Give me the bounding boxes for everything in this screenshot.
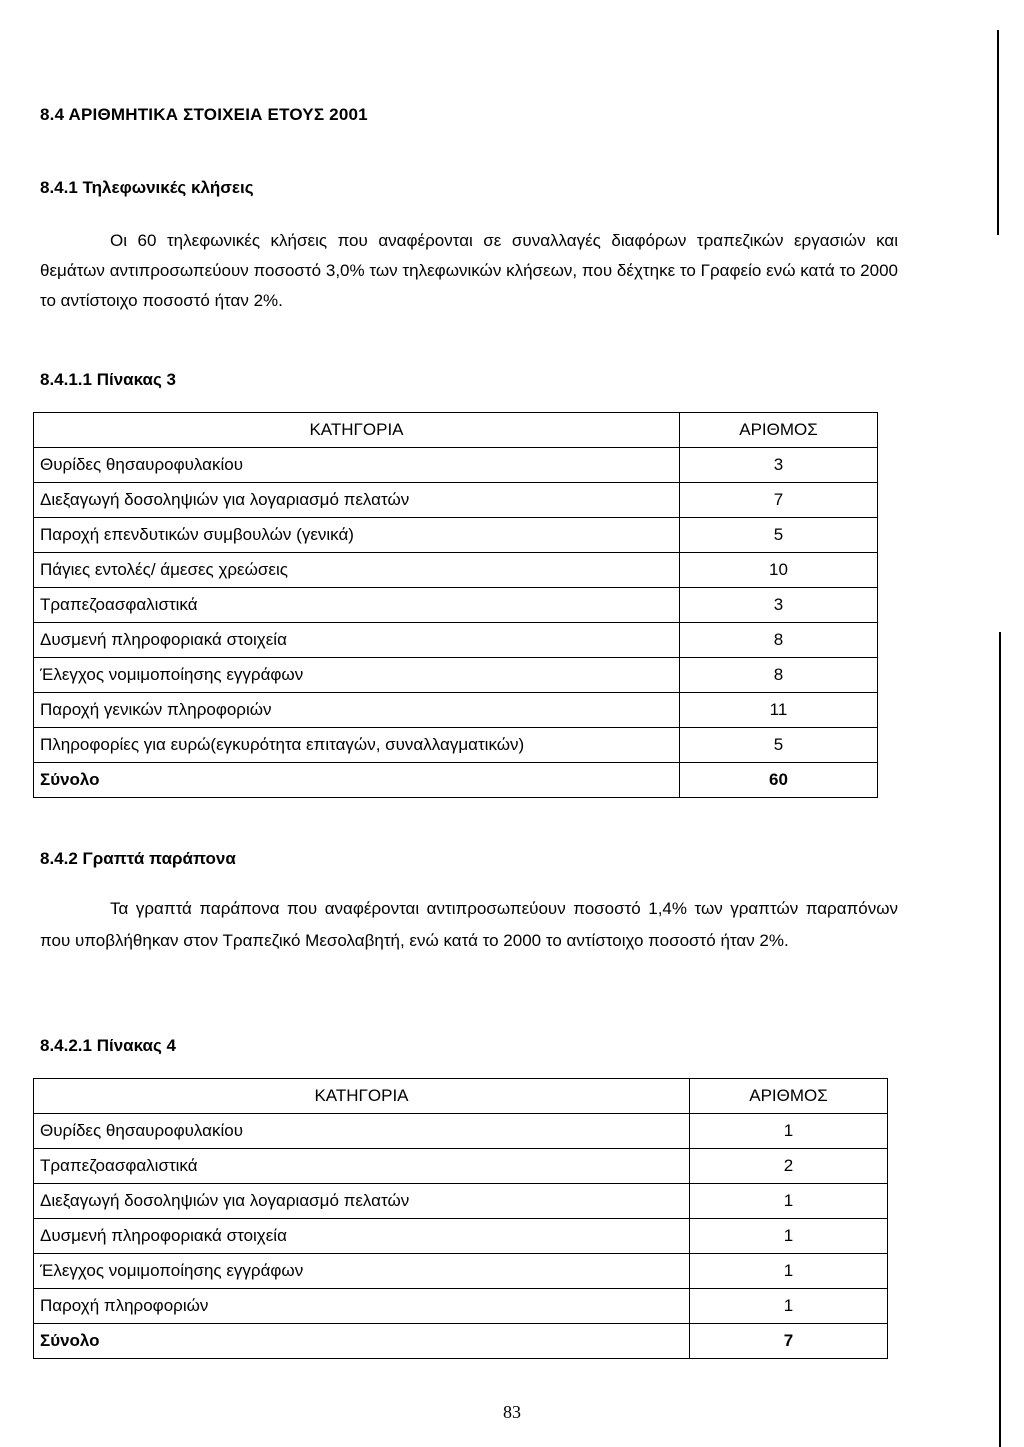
table4-cell-count: 1: [690, 1219, 888, 1254]
table3-row: [34, 518, 878, 553]
table3-header-number: ΑΡΙΘΜΟΣ: [680, 413, 878, 448]
table3-body: [34, 448, 878, 798]
table3-cell-count: 11: [680, 693, 878, 728]
table3-row: [34, 448, 878, 483]
table3-row: [34, 693, 878, 728]
table3-cell-count: 8: [680, 623, 878, 658]
table3-row: [34, 623, 878, 658]
table3-total-value: 60: [680, 763, 878, 798]
table4-row: [34, 1219, 888, 1254]
table3-cell-category: Πάγιες εντολές/ άμεσες χρεώσεις: [34, 553, 680, 588]
table3-cell-category: Έλεγχος νομιμοποίησης εγγράφων: [34, 658, 680, 693]
table4: [33, 1078, 888, 1359]
phone-calls-text: Οι 60 τηλεφωνικές κλήσεις που αναφέρονται σε συναλλαγές διαφόρων τραπεζικών εργασιών και θεμάτων αντιπροσωπεύουν ποσοστό 3,0% των τηλεφωνικών κλήσεων, που δέχτηκε το Γραφείο ενώ κατά το 2000 το αντίστοιχο ποσοστό ήταν 2%.: [40, 231, 898, 310]
table3-cell-category: Διεξαγωγή δοσοληψιών για λογαριασμό πελατών: [34, 483, 680, 518]
table3-cell-category: Τραπεζοασφαλιστικά: [34, 588, 680, 623]
complaints-heading: 8.4.2 Γραπτά παράπονα: [40, 849, 236, 868]
scan-edge-line-bottom: [999, 632, 1001, 1447]
table4-cell-count: 2: [690, 1149, 888, 1184]
table4-header-category: ΚΑΤΗΓΟΡΙΑ: [34, 1079, 690, 1114]
table4-row: [34, 1149, 888, 1184]
table3-cell-category: Παροχή γενικών πληροφοριών: [34, 693, 680, 728]
table4-cell-category: Θυρίδες θησαυροφυλακίου: [34, 1114, 690, 1149]
table4-cell-category: Διεξαγωγή δοσοληψιών για λογαριασμό πελατών: [34, 1184, 690, 1219]
table4-total-value: 7: [690, 1324, 888, 1359]
table4-cell-count: 1: [690, 1184, 888, 1219]
phone-calls-paragraph: [40, 226, 898, 316]
table3-cell-count: 5: [680, 518, 878, 553]
section-heading: 8.4 ΑΡΙΘΜΗΤΙΚΑ ΣΤΟΙΧΕΙΑ ΕΤΟΥΣ 2001: [40, 105, 368, 124]
table3-cell-category: Παροχή επενδυτικών συμβουλών (γενικά): [34, 518, 680, 553]
table3-cell-count: 3: [680, 588, 878, 623]
table3-cell-category: Δυσμενή πληροφοριακά στοιχεία: [34, 623, 680, 658]
table4-row: [34, 1254, 888, 1289]
table3-header-row: [34, 413, 878, 448]
table4-cell-count: 1: [690, 1289, 888, 1324]
complaints-text: Τα γραπτά παράπονα που αναφέρονται αντιπροσωπεύουν ποσοστό 1,4% των γραπτών παραπόνων που υποβλήθηκαν στον Τραπεζικό Μεσολαβητή, ενώ κατά το 2000 το αντίστοιχο ποσοστό ήταν 2%.: [40, 899, 898, 950]
table4-cell-category: Δυσμενή πληροφοριακά στοιχεία: [34, 1219, 690, 1254]
scan-edge-line-top: [997, 30, 999, 235]
table3-header-category: ΚΑΤΗΓΟΡΙΑ: [34, 413, 680, 448]
table4-row: [34, 1289, 888, 1324]
table3-row: [34, 658, 878, 693]
table3-total-label: Σύνολο: [34, 763, 680, 798]
table4-total-label: Σύνολο: [34, 1324, 690, 1359]
table3-cell-category: Πληροφορίες για ευρώ(εγκυρότητα επιταγών, συναλλαγματικών): [34, 728, 680, 763]
table3-cell-count: 10: [680, 553, 878, 588]
table3-cell-count: 7: [680, 483, 878, 518]
table4-body: [34, 1114, 888, 1359]
table4-row: [34, 1184, 888, 1219]
table4-row: [34, 1114, 888, 1149]
table3-cell-category: Θυρίδες θησαυροφυλακίου: [34, 448, 680, 483]
complaints-paragraph: [40, 893, 898, 957]
table4-title: 8.4.2.1 Πίνακας 4: [40, 1036, 176, 1055]
table3-title: 8.4.1.1 Πίνακας 3: [40, 370, 176, 389]
table4-cell-category: Παροχή πληροφοριών: [34, 1289, 690, 1324]
table4-header-number: ΑΡΙΘΜΟΣ: [690, 1079, 888, 1114]
table3-row: [34, 728, 878, 763]
table3-row: [34, 483, 878, 518]
table4-total-row: [34, 1324, 888, 1359]
table4-cell-count: 1: [690, 1254, 888, 1289]
table3-row: [34, 588, 878, 623]
table3-cell-count: 3: [680, 448, 878, 483]
table3-cell-count: 5: [680, 728, 878, 763]
table4-cell-category: Τραπεζοασφαλιστικά: [34, 1149, 690, 1184]
table4-cell-category: Έλεγχος νομιμοποίησης εγγράφων: [34, 1254, 690, 1289]
table3-cell-count: 8: [680, 658, 878, 693]
table4-cell-count: 1: [690, 1114, 888, 1149]
table3-row: [34, 553, 878, 588]
table3-total-row: [34, 763, 878, 798]
page-number: 83: [503, 1402, 521, 1422]
phone-calls-heading: 8.4.1 Τηλεφωνικές κλήσεις: [40, 178, 254, 197]
table4-header-row: [34, 1079, 888, 1114]
table3: [33, 412, 878, 798]
